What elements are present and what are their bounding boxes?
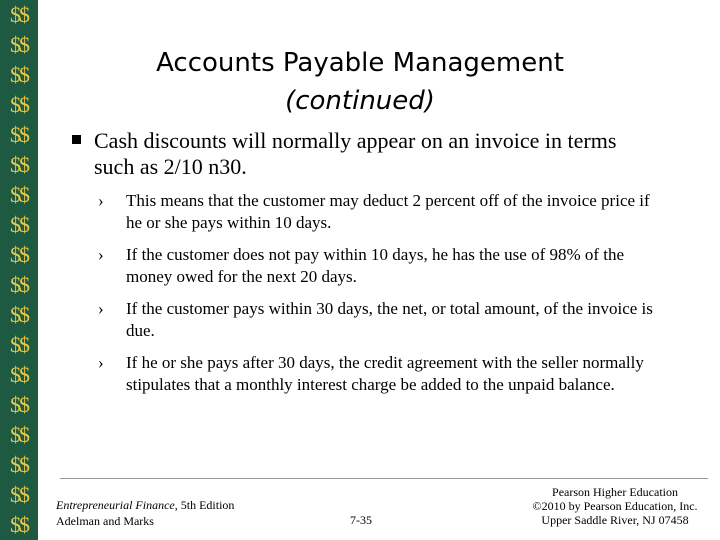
footer-divider — [60, 478, 708, 479]
arrow-bullet-icon: › — [98, 299, 104, 318]
slide-title — [60, 44, 660, 120]
dollar-sign-glyph: $$ — [10, 302, 28, 327]
footer-book-title: Entrepreneurial Finance — [56, 498, 175, 512]
dollar-sign-glyph: $$ — [10, 392, 28, 417]
dollar-sign-glyph: $$ — [10, 422, 28, 447]
dollar-sign-glyph: $$ — [10, 2, 28, 27]
footer-authors: Adelman and Marks — [56, 514, 154, 528]
footer-publisher — [520, 485, 710, 527]
dollar-sign-glyph: $$ — [10, 92, 28, 117]
sub-bullet-text: If he or she pays after 30 days, the credit agreement with the seller normally stipulates that a monthly interest charge be added to the unpaid balance. — [126, 353, 644, 394]
main-bullet-text: Cash discounts will normally appear on an invoice in terms such as 2/10 n30. — [94, 128, 617, 179]
sub-bullet-list — [96, 190, 666, 406]
publisher-line-1: Pearson Higher Education — [552, 485, 678, 499]
sub-bullet — [96, 244, 666, 288]
dollar-sign-glyph: $$ — [10, 482, 28, 507]
dollar-sign-glyph: $$ — [10, 242, 28, 267]
dollar-sign-glyph: $$ — [10, 332, 28, 357]
sub-bullet — [96, 298, 666, 342]
dollar-sign-glyph: $$ — [10, 32, 28, 57]
dollar-sign-glyph: $$ — [10, 362, 28, 387]
sub-bullet-text: If the customer does not pay within 10 days, he has the use of 98% of the money owed for the next 20 days. — [126, 245, 625, 286]
arrow-bullet-icon: › — [98, 245, 104, 264]
footer-book-info — [56, 497, 234, 529]
dollar-sign-glyph: $$ — [10, 212, 28, 237]
arrow-bullet-icon: › — [98, 353, 104, 372]
arrow-bullet-icon: › — [98, 191, 104, 210]
main-bullet — [72, 128, 632, 180]
dollar-sign-glyph: $$ — [10, 182, 28, 207]
sub-bullet — [96, 352, 666, 396]
page-number: 7-35 — [350, 513, 372, 527]
publisher-line-3: Upper Saddle River, NJ 07458 — [541, 513, 689, 527]
square-bullet-icon — [72, 135, 81, 144]
title-main: Accounts Payable Management — [156, 48, 564, 78]
sub-bullet — [96, 190, 666, 234]
dollar-sign-glyph: $$ — [10, 122, 28, 147]
footer-book-edition: , 5th Edition — [174, 498, 235, 512]
dollar-sign-glyph: $$ — [10, 152, 28, 177]
dollar-sign-glyph: $$ — [10, 62, 28, 87]
dollar-sign-glyph: $$ — [10, 272, 28, 297]
dollar-sign-glyph: $$ — [10, 512, 28, 537]
sub-bullet-text: This means that the customer may deduct 2 percent off of the invoice price if he or she pays within 10 days. — [126, 191, 650, 232]
publisher-line-2: ©2010 by Pearson Education, Inc. — [532, 499, 698, 513]
sub-bullet-text: If the customer pays within 30 days, the net, or total amount, of the invoice is due. — [126, 299, 653, 340]
dollar-sign-glyph: $$ — [10, 452, 28, 477]
title-subtitle: (continued) — [285, 86, 435, 116]
dollar-sidebar — [0, 0, 38, 540]
